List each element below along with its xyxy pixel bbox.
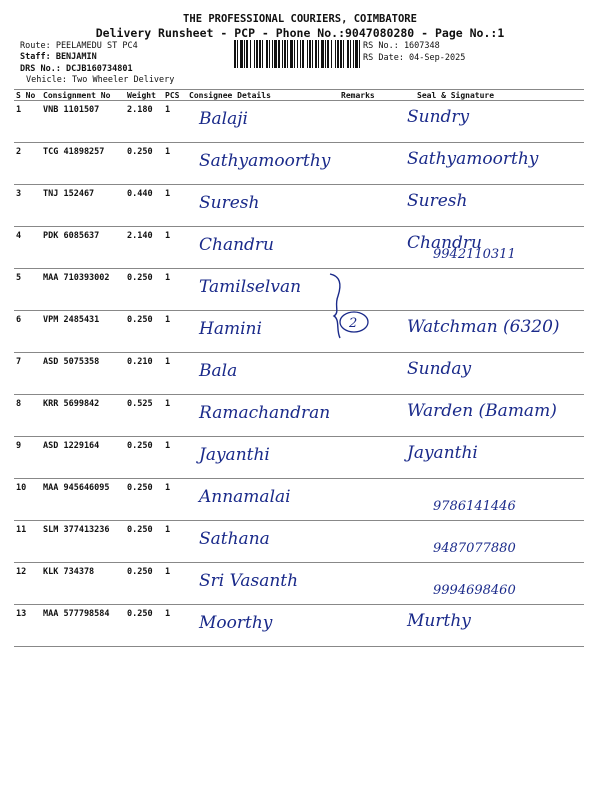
handwritten-signature: Murthy <box>407 611 471 631</box>
table-row <box>14 563 584 605</box>
handwritten-signature: Chandru <box>407 233 482 253</box>
table-row <box>14 437 584 479</box>
consignment-number-cell: MAA 945646095 <box>41 479 125 521</box>
pieces-cell: 1 <box>163 101 187 143</box>
pieces-cell: 1 <box>163 143 187 185</box>
handwritten-signature: Sathyamoorthy <box>407 149 539 169</box>
remarks-cell <box>339 395 393 437</box>
table-row <box>14 605 584 647</box>
table-row <box>14 227 584 269</box>
handwritten-consignee-name: Jayanthi <box>199 445 270 465</box>
serial-number-cell: 3 <box>14 185 41 227</box>
pieces-cell: 1 <box>163 269 187 311</box>
serial-number-cell: 10 <box>14 479 41 521</box>
seal-signature-cell <box>393 563 584 605</box>
consignment-number-cell: MAA 577798584 <box>41 605 125 647</box>
serial-number-cell: 1 <box>14 101 41 143</box>
handwritten-consignee-name: Annamalai <box>199 487 291 507</box>
col-weight-header: Weight <box>125 90 163 101</box>
drs-number: DRS No.: DCJB160734801 <box>20 64 133 74</box>
consignee-details-cell <box>187 269 339 311</box>
handwritten-consignee-name: Suresh <box>199 193 260 213</box>
seal-signature-cell <box>393 311 584 353</box>
seal-signature-cell <box>393 143 584 185</box>
table-row <box>14 353 584 395</box>
handwritten-phone-number: 9942110311 <box>433 247 516 262</box>
seal-signature-cell <box>393 437 584 479</box>
remarks-cell <box>339 605 393 647</box>
pieces-cell: 1 <box>163 563 187 605</box>
handwritten-consignee-name: Bala <box>199 361 238 381</box>
handwritten-phone-number: 9487077880 <box>433 541 516 556</box>
remarks-cell <box>339 563 393 605</box>
consignee-details-cell <box>187 227 339 269</box>
rs-number: RS No.: 1607348 <box>363 41 440 51</box>
serial-number-cell: 5 <box>14 269 41 311</box>
col-sno-header: S No <box>14 90 41 101</box>
remarks-cell <box>339 353 393 395</box>
consignee-details-cell <box>187 521 339 563</box>
consignment-number-cell: SLM 377413236 <box>41 521 125 563</box>
handwritten-signature: Sundry <box>407 107 470 127</box>
serial-number-cell: 13 <box>14 605 41 647</box>
serial-number-cell: 4 <box>14 227 41 269</box>
pieces-cell: 1 <box>163 605 187 647</box>
consignee-details-cell <box>187 143 339 185</box>
barcode-icon <box>234 40 360 68</box>
remarks-cell <box>339 227 393 269</box>
col-signature-header: Seal & Signature <box>393 90 584 101</box>
handwritten-consignee-name: Ramachandran <box>199 403 331 423</box>
consignment-number-cell: TCG 41898257 <box>41 143 125 185</box>
pieces-cell: 1 <box>163 395 187 437</box>
weight-cell: 0.440 <box>125 185 163 227</box>
handwritten-signature: Watchman (6320) <box>407 317 560 337</box>
seal-signature-cell <box>393 353 584 395</box>
weight-cell: 0.250 <box>125 521 163 563</box>
weight-cell: 0.250 <box>125 437 163 479</box>
table-row <box>14 395 584 437</box>
weight-cell: 2.180 <box>125 101 163 143</box>
serial-number-cell: 9 <box>14 437 41 479</box>
handwritten-consignee-name: Tamilselvan <box>199 277 302 297</box>
pieces-cell: 1 <box>163 227 187 269</box>
seal-signature-cell <box>393 185 584 227</box>
consignment-number-cell: VNB 1101507 <box>41 101 125 143</box>
serial-number-cell: 6 <box>14 311 41 353</box>
col-pcs-header: PCS <box>163 90 187 101</box>
handwritten-consignee-name: Hamini <box>199 319 262 339</box>
handwritten-consignee-name: Sri Vasanth <box>199 571 299 591</box>
pieces-cell: 1 <box>163 521 187 563</box>
consignment-number-cell: PDK 6085637 <box>41 227 125 269</box>
staff-label: Staff: BENJAMIN <box>20 52 97 62</box>
handwritten-consignee-name: Balaji <box>199 109 248 129</box>
company-title: THE PROFESSIONAL COURIERS, COIMBATORE <box>183 13 417 25</box>
consignment-number-cell: VPM 2485431 <box>41 311 125 353</box>
remarks-cell <box>339 479 393 521</box>
table-row <box>14 269 584 311</box>
weight-cell: 0.250 <box>125 311 163 353</box>
weight-cell: 0.525 <box>125 395 163 437</box>
remarks-cell <box>339 437 393 479</box>
handwritten-phone-number: 9786141446 <box>433 499 516 514</box>
remarks-cell <box>339 521 393 563</box>
table-row <box>14 101 584 143</box>
bracket-note: 2 <box>349 316 358 331</box>
table-row <box>14 311 584 353</box>
seal-signature-cell <box>393 101 584 143</box>
col-consignment-header: Consignment No <box>41 90 125 101</box>
pieces-cell: 1 <box>163 311 187 353</box>
consignee-details-cell <box>187 395 339 437</box>
seal-signature-cell <box>393 479 584 521</box>
seal-signature-cell <box>393 269 584 311</box>
table-row <box>14 521 584 563</box>
consignee-details-cell <box>187 605 339 647</box>
handwritten-consignee-name: Sathyamoorthy <box>199 151 331 171</box>
weight-cell: 0.250 <box>125 605 163 647</box>
seal-signature-cell <box>393 605 584 647</box>
remarks-cell <box>339 101 393 143</box>
table-row <box>14 479 584 521</box>
seal-signature-cell <box>393 227 584 269</box>
consignment-number-cell: ASD 1229164 <box>41 437 125 479</box>
serial-number-cell: 11 <box>14 521 41 563</box>
pieces-cell: 1 <box>163 479 187 521</box>
remarks-cell <box>339 143 393 185</box>
pieces-cell: 1 <box>163 353 187 395</box>
bracket-annotation <box>326 272 372 342</box>
consignee-details-cell <box>187 479 339 521</box>
handwritten-consignee-name: Sathana <box>199 529 270 549</box>
serial-number-cell: 2 <box>14 143 41 185</box>
col-consignee-header: Consignee Details <box>187 90 339 101</box>
weight-cell: 0.250 <box>125 479 163 521</box>
consignee-details-cell <box>187 437 339 479</box>
col-remarks-header: Remarks <box>339 90 393 101</box>
rs-date: RS Date: 04-Sep-2025 <box>363 53 466 63</box>
consignee-details-cell <box>187 311 339 353</box>
handwritten-signature: Sunday <box>407 359 472 379</box>
remarks-cell <box>339 185 393 227</box>
route-label: Route: PEELAMEDU ST PC4 <box>20 41 138 51</box>
handwritten-signature: Suresh <box>407 191 468 211</box>
serial-number-cell: 12 <box>14 563 41 605</box>
weight-cell: 0.250 <box>125 269 163 311</box>
pieces-cell: 1 <box>163 437 187 479</box>
handwritten-signature: Warden (Bamam) <box>407 401 557 421</box>
consignment-number-cell: TNJ 152467 <box>41 185 125 227</box>
runsheet-subtitle: Delivery Runsheet - PCP - Phone No.:9047080280 - Page No.:1 <box>95 26 505 40</box>
handwritten-phone-number: 9994698460 <box>433 583 516 598</box>
consignee-details-cell <box>187 353 339 395</box>
consignment-number-cell: KLK 734378 <box>41 563 125 605</box>
seal-signature-cell <box>393 521 584 563</box>
consignee-details-cell <box>187 563 339 605</box>
consignee-details-cell <box>187 101 339 143</box>
weight-cell: 0.250 <box>125 563 163 605</box>
consignment-number-cell: MAA 710393002 <box>41 269 125 311</box>
weight-cell: 0.250 <box>125 143 163 185</box>
handwritten-signature: Jayanthi <box>407 443 478 463</box>
seal-signature-cell <box>393 395 584 437</box>
weight-cell: 2.140 <box>125 227 163 269</box>
pieces-cell: 1 <box>163 185 187 227</box>
serial-number-cell: 7 <box>14 353 41 395</box>
consignment-number-cell: ASD 5075358 <box>41 353 125 395</box>
table-row <box>14 185 584 227</box>
runsheet-table <box>14 89 584 647</box>
handwritten-consignee-name: Moorthy <box>199 613 273 633</box>
vehicle-label: Vehicle: Two Wheeler Delivery <box>26 75 175 85</box>
serial-number-cell: 8 <box>14 395 41 437</box>
table-row <box>14 143 584 185</box>
weight-cell: 0.210 <box>125 353 163 395</box>
consignee-details-cell <box>187 185 339 227</box>
consignment-number-cell: KRR 5699842 <box>41 395 125 437</box>
table-header-row <box>14 90 584 101</box>
handwritten-consignee-name: Chandru <box>199 235 274 255</box>
